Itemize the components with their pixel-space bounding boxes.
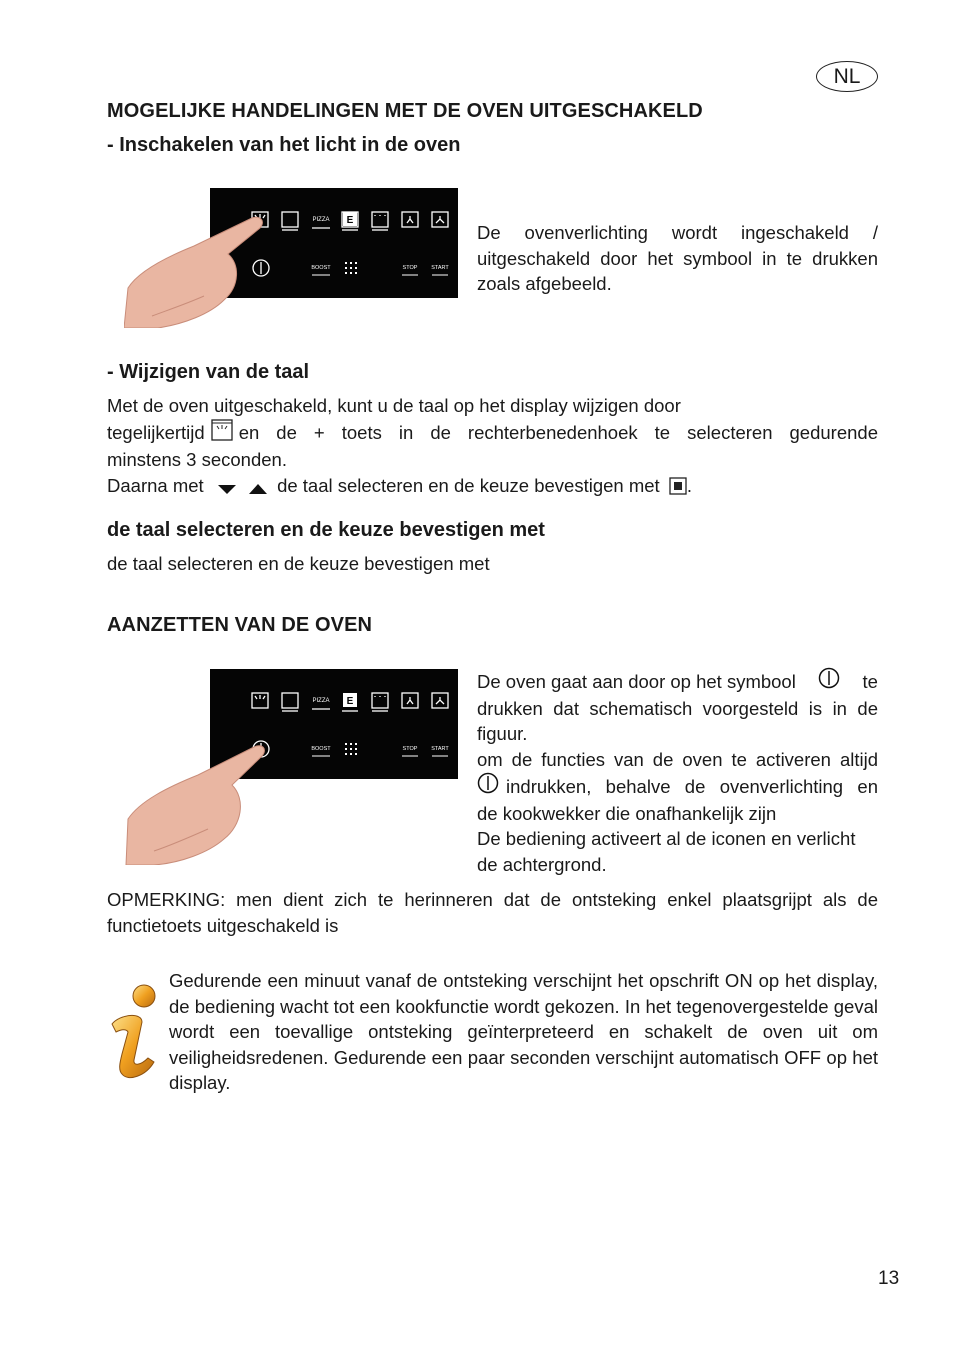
oven-on-description [477, 667, 878, 877]
oven-on-line-5 [477, 772, 878, 801]
info-text: Gedurende een minuut vanaf de ontsteking verschijnt het opschrift ON op het display, de bediening wacht tot een kookfunctie wordt gekozen. In het tegenovergestelde geval wordt een toevallige ontsteking geïnterpreteerd en schakelt de oven uit om veiligheidsredenen. Gedurende een paar seconden verschijnt automatisch OFF op het display. [169, 970, 878, 1093]
section-title-oven-off: MOGELIJKE HANDELINGEN MET DE OVEN UITGESCHAKELD [107, 100, 703, 122]
page-number: 13 [878, 1268, 900, 1289]
language-line-4 [107, 473, 878, 502]
subtitle-light: - Inschakelen van het licht in de oven [107, 134, 461, 156]
language-text [107, 393, 878, 501]
arrow-down-icon [217, 476, 237, 502]
language-title: - Wijzigen van de taal [107, 361, 310, 383]
power-icon [818, 667, 840, 696]
power-icon [477, 772, 499, 801]
control-panel-figure-power [124, 669, 460, 865]
oven-on-line-1-end: te [862, 670, 878, 692]
panel-start-label: START [431, 265, 449, 271]
language-line-1: Met de oven uitgeschakeld, kunt u de taal op het display wijzigen door [107, 395, 681, 416]
language-line-2 [107, 419, 878, 448]
panel2-pizza-label: PIZZA [312, 698, 330, 704]
select-language-title: de taal selecteren en de keuze bevestigen met [107, 519, 545, 541]
oven-on-line-4: om de functies van de oven te activeren altijd [477, 748, 878, 770]
light-icon [211, 419, 233, 448]
language-badge: NL [816, 61, 878, 92]
panel-boost-label: BOOST [311, 265, 331, 271]
language-line-3: minstens 3 seconden. [107, 449, 287, 470]
light-description: De ovenverlichting wordt ingeschakeld / uitgeschakeld door het symbool in te drukken zoals afgebeeld. [477, 222, 878, 294]
info-icon [106, 982, 164, 1082]
oven-on-line-6: de kookwekker die onafhankelijk zijn [477, 802, 777, 824]
language-line-2-end: en de + toets in de rechterbenedenhoek te selecteren gedurende [238, 422, 878, 443]
language-line-4-mid: de taal selecteren en de keuze bevestigen met [277, 474, 660, 496]
language-line-4-end: . [686, 474, 692, 496]
oven-on-line-2: drukken dat schematisch voorgesteld is in de [477, 697, 878, 719]
control-panel-figure-light [124, 188, 460, 328]
panel-e-label: E [346, 215, 354, 226]
note-text: OPMERKING: men dient zich te herinneren dat de ontsteking enkel plaatsgrijpt als de functietoets uitgeschakeld is [107, 889, 878, 936]
oven-on-line-1-start: De oven gaat aan door op het symbool [477, 670, 796, 692]
oven-on-line-7: De bediening activeert al de iconen en verlicht de achtergrond. [477, 828, 856, 875]
panel-stop-label: STOP [402, 265, 418, 271]
section-title-oven-on: AANZETTEN VAN DE OVEN [107, 614, 373, 636]
panel-pizza-label: PIZZA [312, 217, 330, 223]
panel2-stop-label: STOP [402, 746, 418, 752]
arrow-up-icon [248, 476, 268, 502]
panel2-start-label: START [431, 746, 449, 752]
language-line-4-start: Daarna met [107, 474, 204, 496]
oven-on-line-5-text: indrukken, behalve de ovenverlichting en [506, 775, 878, 797]
panel2-boost-label: BOOST [311, 746, 331, 752]
oven-on-line-1 [477, 667, 878, 696]
confirm-icon [669, 476, 687, 502]
language-line-2-start: tegelijkertijd [107, 422, 205, 443]
select-language-text: de taal selecteren en de keuze bevestigen met [107, 553, 490, 574]
oven-on-line-3: figuur. [477, 723, 528, 744]
panel2-e-label: E [346, 696, 354, 707]
